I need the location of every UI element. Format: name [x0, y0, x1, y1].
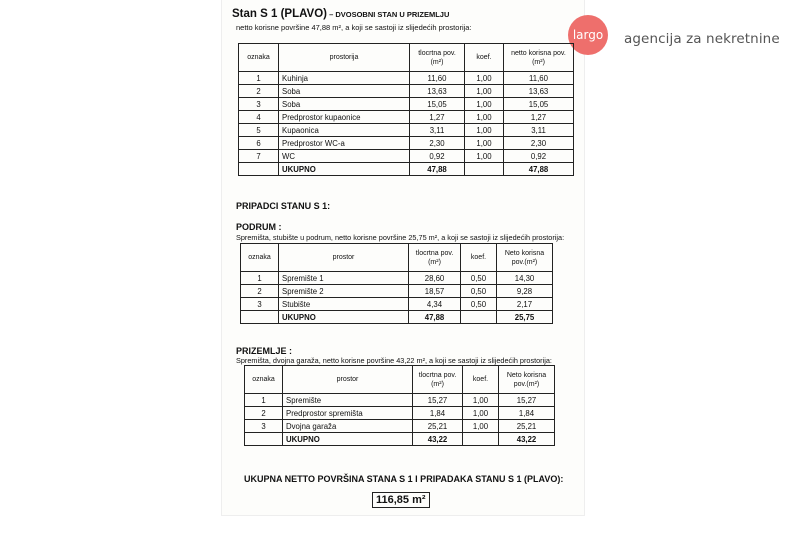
column-header: oznaka [241, 244, 279, 272]
prizemlje-heading: PRIZEMLJE : [236, 346, 293, 356]
table-row: 6 Predprostor WC-a 2,30 1,00 2,30 [239, 137, 574, 150]
summary-label: UKUPNA NETTO POVRŠINA STANA S 1 I PRIPADAKA STANU S 1 (PLAVO): [244, 474, 564, 484]
table-row: 7 WC 0,92 1,00 0,92 [239, 150, 574, 163]
column-header: tlocrtna pov.(m²) [409, 244, 461, 272]
table-total-row: UKUPNO 47,88 47,88 [239, 163, 574, 176]
column-header: koef. [461, 244, 497, 272]
table-row: 1 Spremište 15,27 1,00 15,27 [245, 394, 555, 407]
summary-value: 116,85 m² [372, 492, 430, 508]
table-header-row [245, 366, 555, 394]
prizemlje-description: Spremišta, dvojna garaža, netto korisne površine 43,22 m², a koji se sastoji iz slijedećih prostorija: [236, 356, 552, 365]
table-row: 3 Stubište 4,34 0,50 2,17 [241, 298, 553, 311]
table-row: 5 Kupaonica 3,11 1,00 3,11 [239, 124, 574, 137]
table-header-row [241, 244, 553, 272]
table-header-row [239, 44, 574, 72]
rooms-table [238, 43, 574, 176]
column-header: koef. [463, 366, 499, 394]
column-header: prostor [279, 244, 409, 272]
column-header: prostorija [279, 44, 410, 72]
table-row: 3 Soba 15,05 1,00 15,05 [239, 98, 574, 111]
table-total-row: UKUPNO 47,88 25,75 [241, 311, 553, 324]
podrum-heading: PODRUM : [236, 222, 282, 232]
page-title: Stan S 1 (PLAVO) – DVOSOBNI STAN U PRIZEMLJU [232, 8, 450, 20]
column-header: oznaka [239, 44, 279, 72]
logo-text: agencija za nekretnine [624, 31, 780, 47]
column-header: Neto korisna pov.(m²) [497, 244, 553, 272]
column-header: tlocrtna pov.(m²) [410, 44, 465, 72]
column-header: tlocrtna pov.(m²) [413, 366, 463, 394]
page-subtitle: netto korisne površine 47,88 m², a koji se sastoji iz slijedećih prostorija: [236, 23, 472, 32]
table-row: 4 Predprostor kupaonice 1,27 1,00 1,27 [239, 111, 574, 124]
table-row: 2 Spremište 2 18,57 0,50 9,28 [241, 285, 553, 298]
column-header: Neto korisna pov.(m²) [499, 366, 555, 394]
table-row: 2 Predprostor spremišta 1,84 1,00 1,84 [245, 407, 555, 420]
column-header: oznaka [245, 366, 283, 394]
column-header: koef. [465, 44, 504, 72]
table-row: 3 Dvojna garaža 25,21 1,00 25,21 [245, 420, 555, 433]
table-row: 1 Kuhinja 11,60 1,00 11,60 [239, 72, 574, 85]
table-row: 2 Soba 13,63 1,00 13,63 [239, 85, 574, 98]
section-heading: PRIPADCI STANU S 1: [236, 201, 331, 211]
column-header: netto korisna pov.(m²) [504, 44, 574, 72]
logo-icon: largo [568, 15, 608, 55]
table-row: 1 Spremište 1 28,60 0,50 14,30 [241, 272, 553, 285]
column-header: prostor [283, 366, 413, 394]
podrum-table [240, 243, 553, 324]
table-total-row: UKUPNO 43,22 43,22 [245, 433, 555, 446]
prizemlje-table [244, 365, 555, 446]
podrum-description: Spremišta, stubište u podrum, netto korisne površine 25,75 m², a koji se sastoji iz slijedećih prostorija: [236, 233, 565, 242]
